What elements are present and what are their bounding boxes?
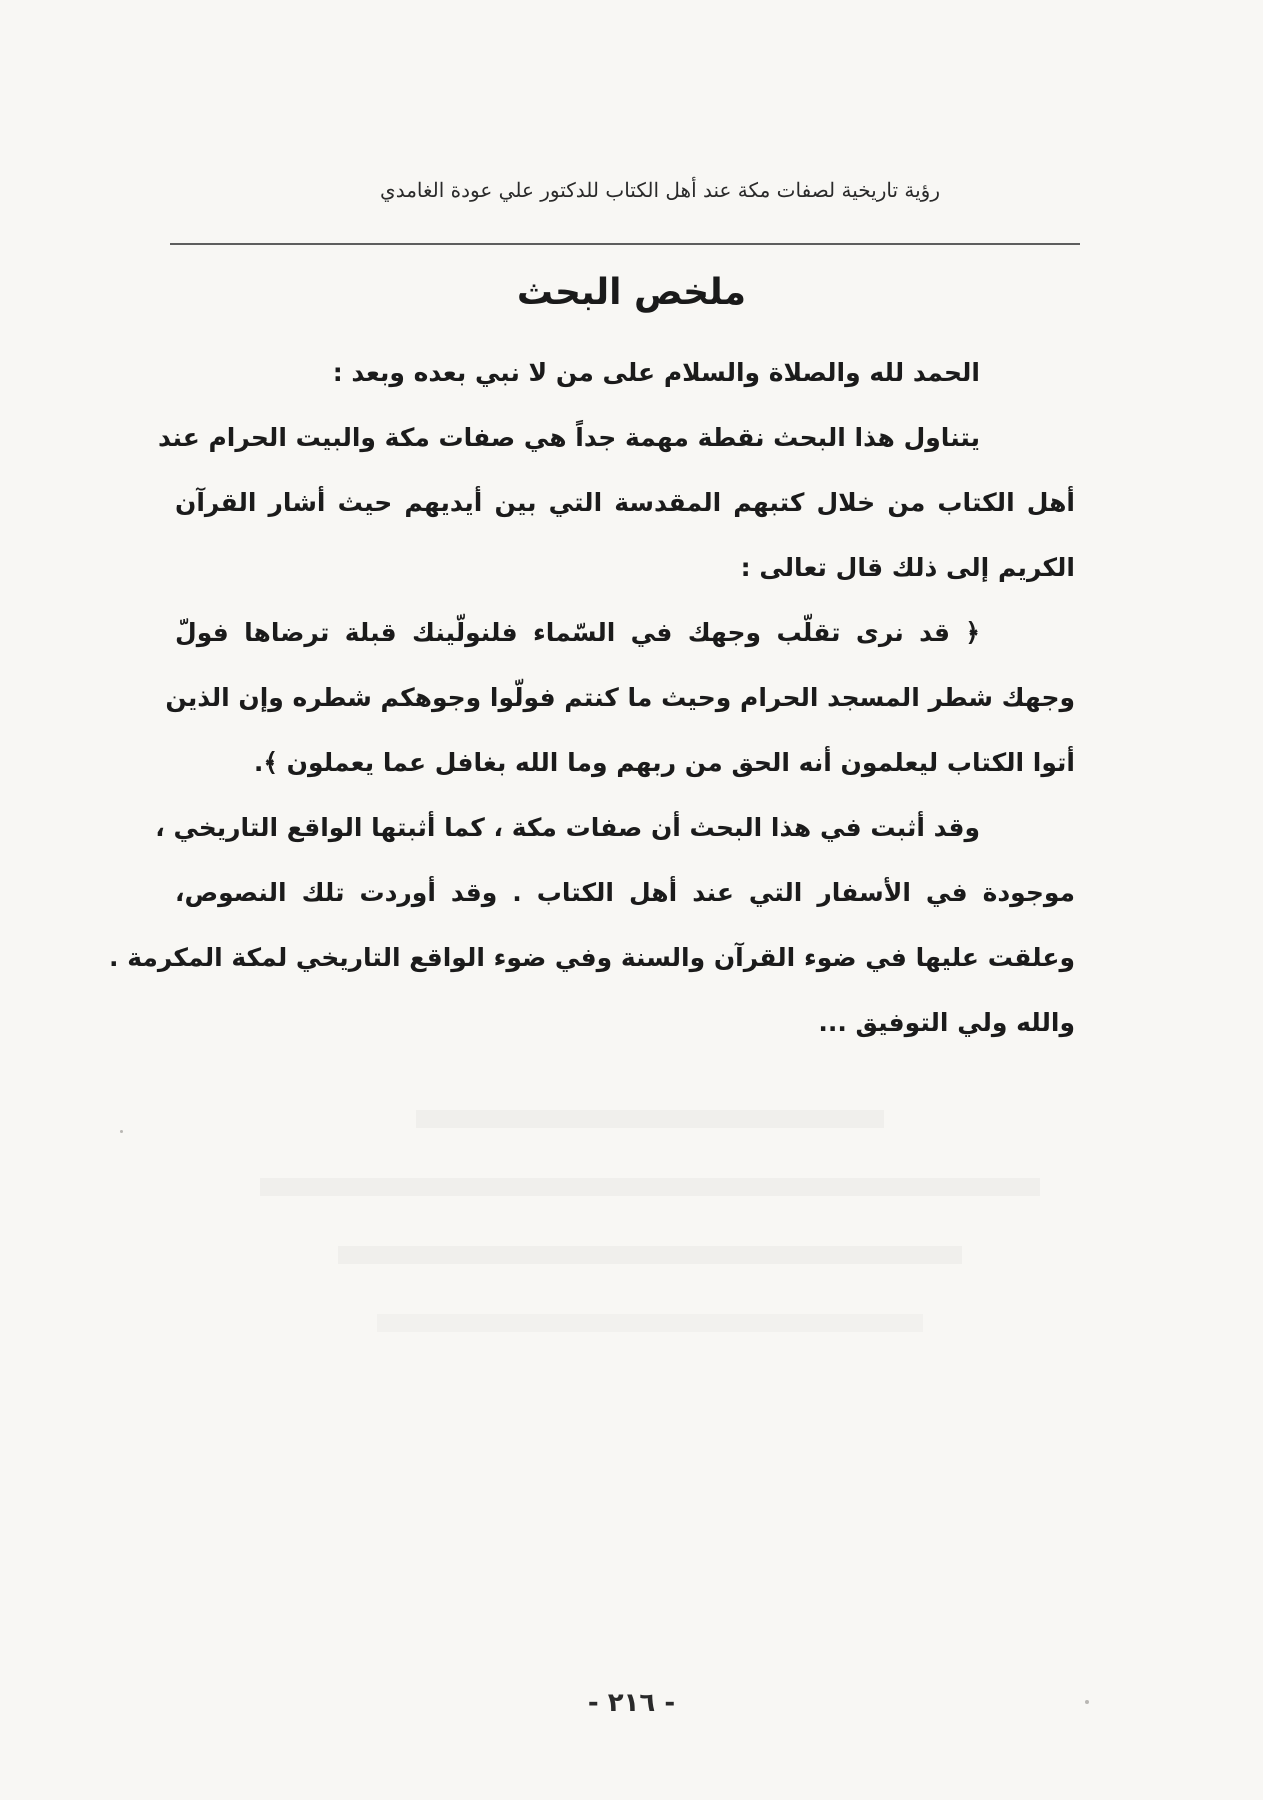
show-through-texture (260, 1060, 1040, 1332)
page-number: - ٢١٦ - (587, 1688, 676, 1718)
paragraph-1-line-1: الحمد لله والصلاة والسلام على من لا نبي بعده وبعد : (332, 358, 980, 387)
running-header: رؤية تاريخية لصفات مكة عند أهل الكتاب للدكتور علي عودة الغامدي (380, 178, 940, 202)
scan-speck (120, 1130, 123, 1133)
abstract-body (109, 340, 1075, 1055)
verse-line-2: وجهك شطر المسجد الحرام وحيث ما كنتم فولّوا وجوهكم شطره وإن الذين (165, 683, 1075, 712)
paragraph-4-line-1: وقد أثبت في هذا البحث أن صفات مكة ، كما أثبتها الواقع التاريخي ، (155, 813, 980, 842)
paragraph-4-line-4: والله ولي التوفيق ... (818, 1008, 1075, 1037)
section-title: ملخص البحث (516, 272, 747, 313)
paragraph-2-line-2: أهل الكتاب من خلال كتبهم المقدسة التي بين أيديهم حيث أشار القرآن (175, 488, 1075, 517)
verse-line-3: أتوا الكتاب ليعلمون أنه الحق من ربهم وما الله بغافل عما يعملون ﴾. (253, 748, 1075, 777)
verse-line-1: ﴿ قد نرى تقلّب وجهك في السّماء فلنولّينك قبلة ترضاها فولّ (175, 618, 980, 647)
paragraph-2-line-3: الكريم إلى ذلك قال تعالى : (740, 553, 1075, 582)
header-divider (170, 243, 1080, 245)
paragraph-4-line-3: وعلقت عليها في ضوء القرآن والسنة وفي ضوء الواقع التاريخي لمكة المكرمة . (109, 943, 1075, 972)
paragraph-2-line-1: يتناول هذا البحث نقطة مهمة جداً هي صفات مكة والبيت الحرام عند (158, 423, 980, 452)
paragraph-4-line-2: موجودة في الأسفار التي عند أهل الكتاب . وقد أوردت تلك النصوص، (175, 878, 1075, 907)
